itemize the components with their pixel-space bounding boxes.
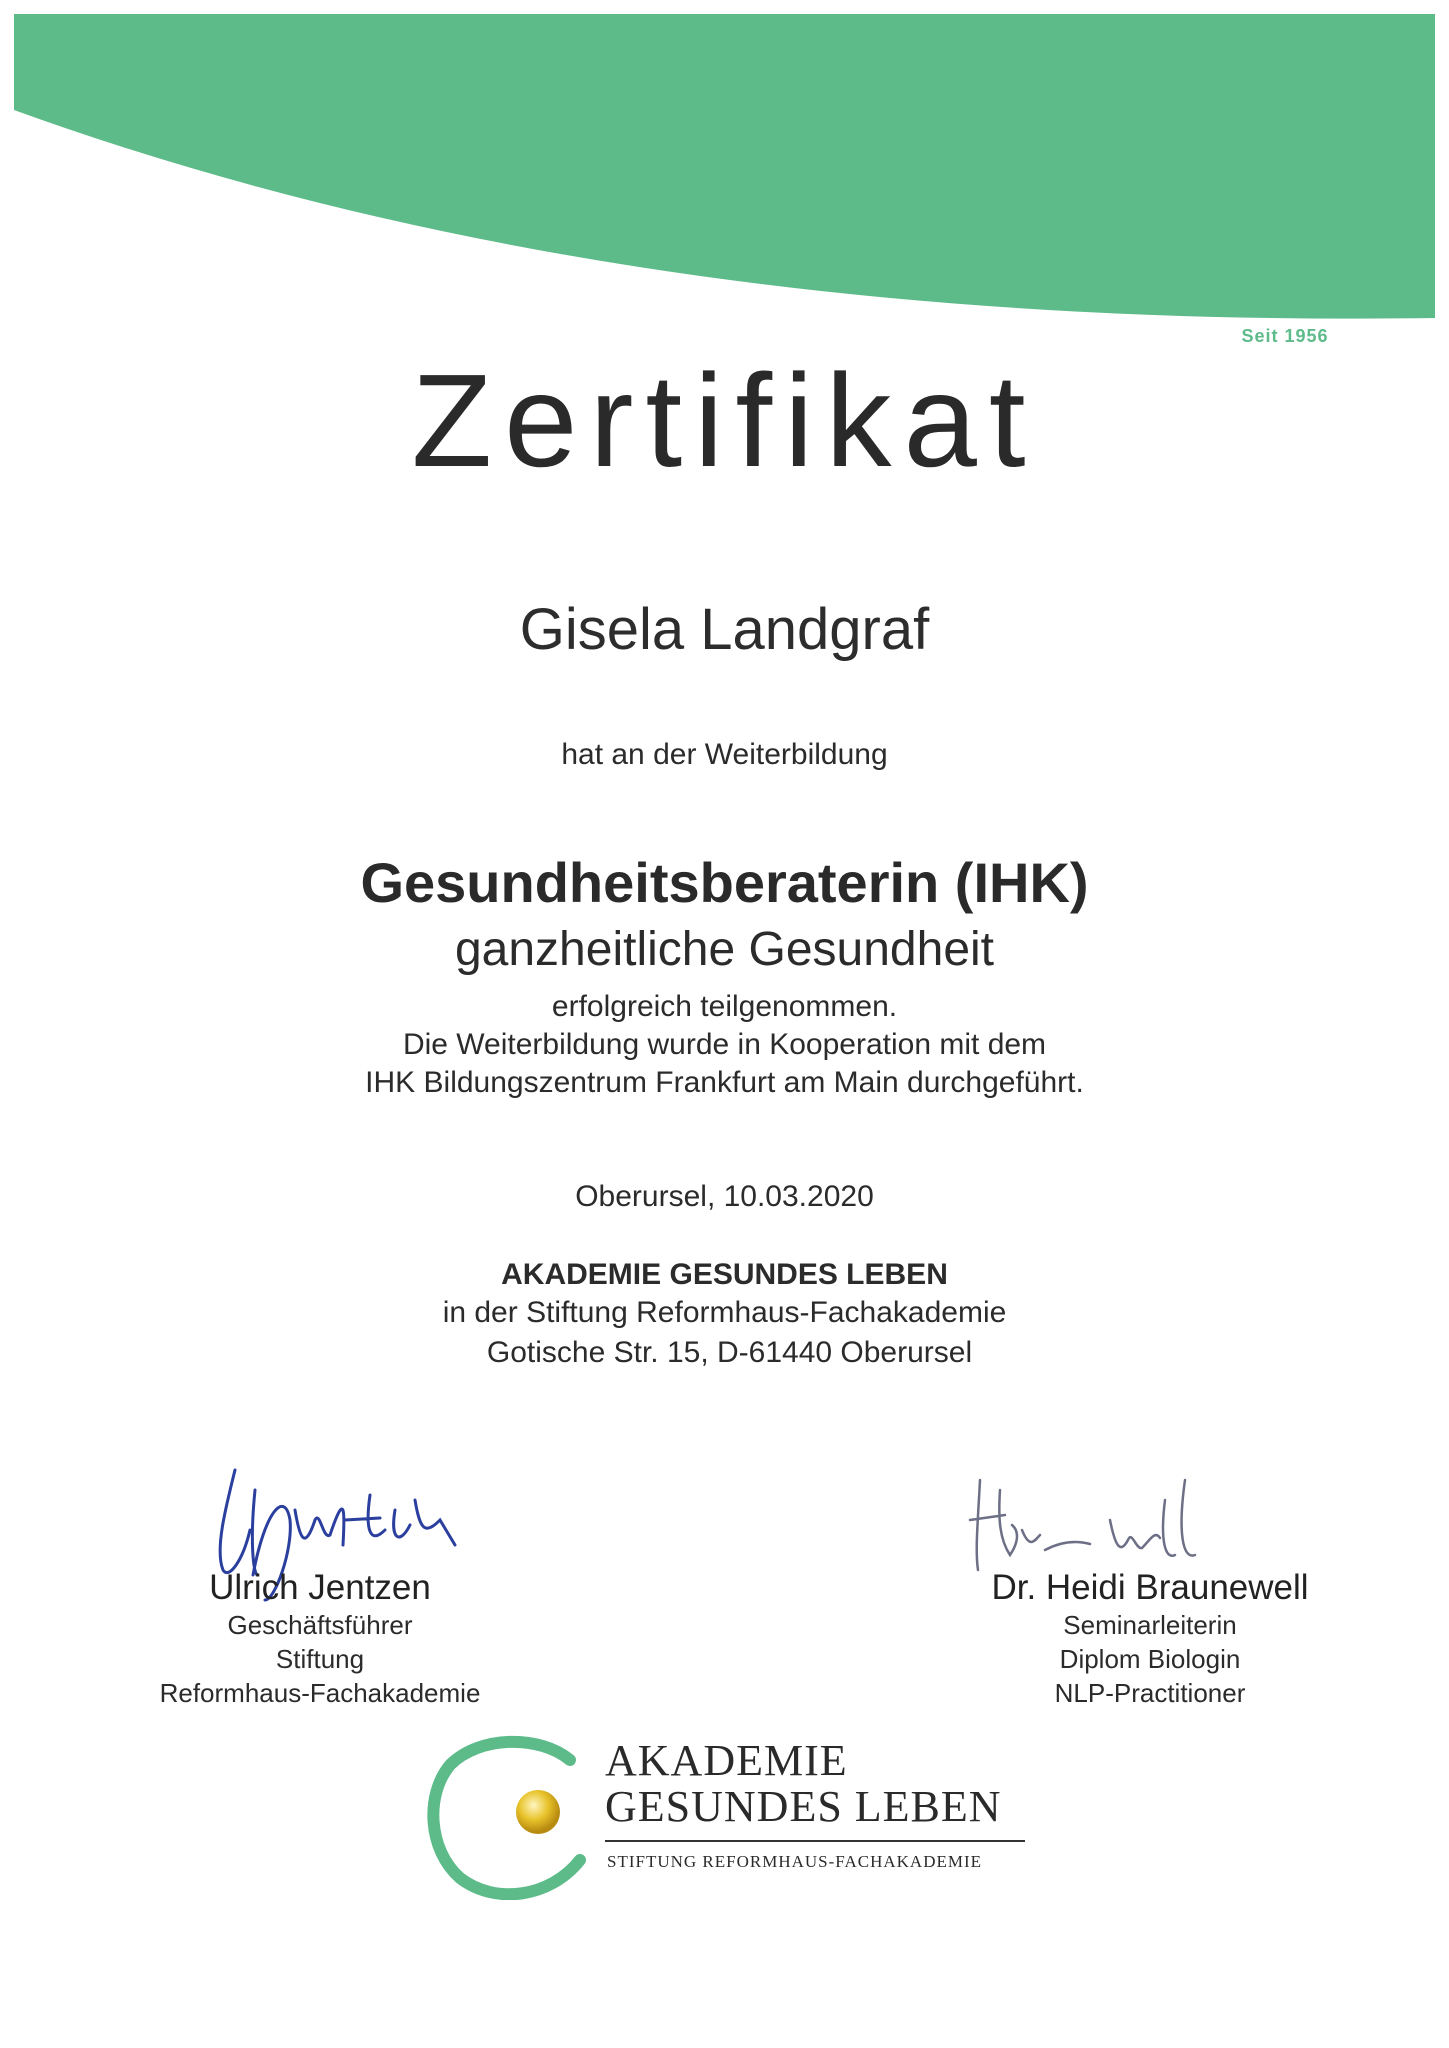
signer-left — [60, 1568, 580, 1710]
signer-role: Seminarleiterin — [1063, 1610, 1237, 1640]
issuer-foundation: in der Stiftung Reformhaus-Fachakademie — [442, 1296, 1007, 1329]
header-banner — [0, 0, 1449, 340]
since-badge: Seit 1956 — [1241, 326, 1329, 346]
signer-role: Diplom Biologin — [1059, 1644, 1241, 1674]
certificate-title: Zertifikat — [411, 347, 1038, 494]
body-text-line: erfolgreich teilgenommen. — [551, 990, 898, 1023]
logo-line-akademie: AKADEMIE — [605, 1736, 848, 1785]
signer-right — [890, 1568, 1410, 1710]
course-subtitle: ganzheitliche Gesundheit — [454, 923, 995, 976]
body-text-line: Die Weiterbildung wurde in Kooperation mit dem — [402, 1028, 1047, 1061]
logo-divider — [605, 1840, 1025, 1842]
signer-role: NLP-Practitioner — [1054, 1678, 1246, 1708]
logo-line-stiftung: STIFTUNG REFORMHAUS-FACHAKADEMIE — [607, 1852, 983, 1871]
recipient-name: Gisela Landgraf — [519, 597, 930, 662]
place-date: Oberursel, 10.03.2020 — [575, 1180, 874, 1213]
signer-role: Stiftung — [275, 1644, 365, 1674]
issuer-name: AKADEMIE GESUNDES LEBEN — [501, 1258, 948, 1291]
logo-line-gesundes-leben: GESUNDES LEBEN — [605, 1782, 1002, 1831]
course-title: Gesundheitsberaterin (IHK) — [360, 851, 1089, 914]
signer-name: Dr. Heidi Braunewell — [991, 1568, 1309, 1607]
signer-name: Ulrich Jentzen — [209, 1568, 431, 1607]
signer-role: Geschäftsführer — [227, 1610, 413, 1640]
academy-logo-text — [605, 1738, 1025, 1872]
academy-logo-icon — [420, 1730, 595, 1900]
body-text-line: IHK Bildungszentrum Frankfurt am Main durchgeführt. — [365, 1066, 1084, 1099]
intro-text: hat an der Weiterbildung — [561, 738, 888, 771]
signer-role: Reformhaus-Fachakademie — [159, 1678, 481, 1708]
issuer-address: Gotische Str. 15, D-61440 Oberursel — [486, 1336, 973, 1369]
